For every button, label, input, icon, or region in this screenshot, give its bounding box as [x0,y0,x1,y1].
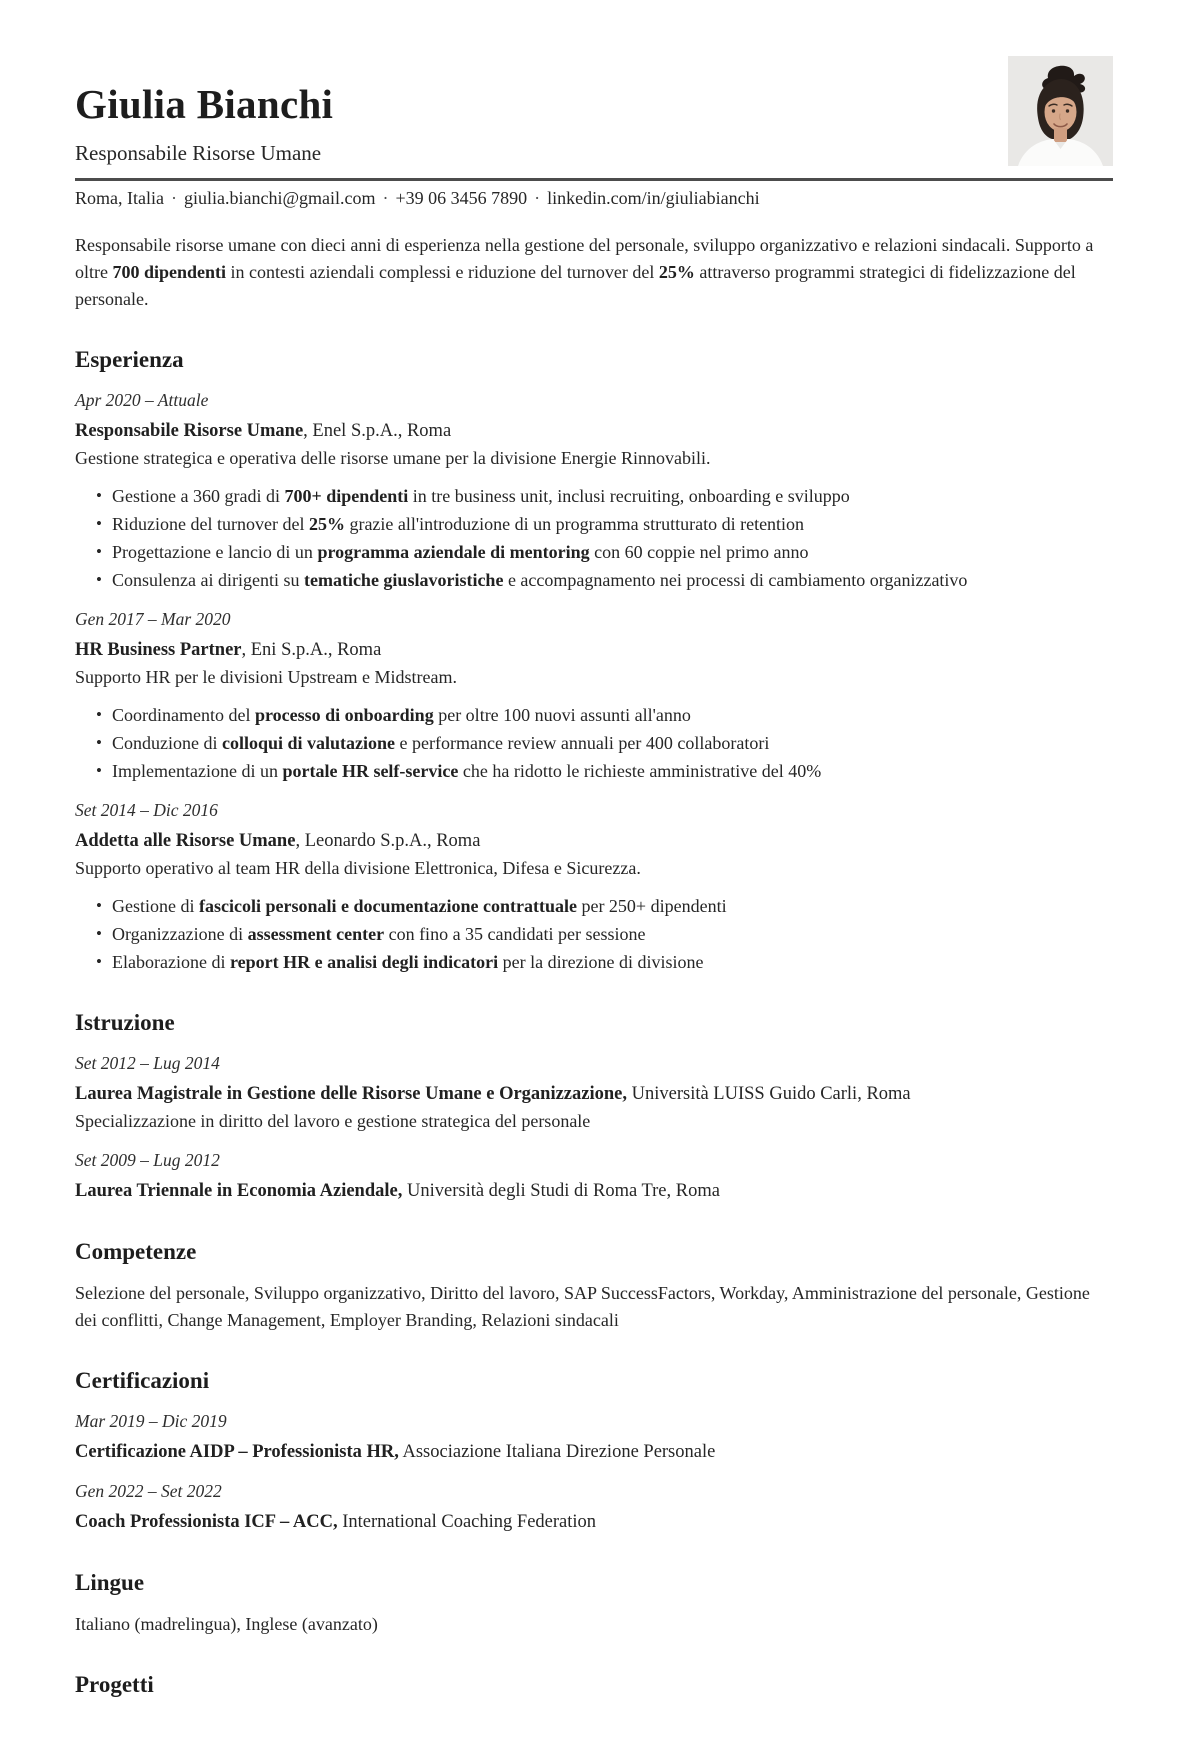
entry-note: Specializzazione in diritto del lavoro e gestione strategica del personale [75,1111,591,1131]
entry-dates: Set 2014 – Dic 2016 [75,800,218,820]
entry-title-bold: HR Business Partner [75,640,242,660]
entry-title-line [75,828,1113,855]
plain-text: attraverso programmi strategici di fidelizzazione del personale. [75,262,1076,309]
profile-photo [1008,56,1113,166]
entry-title-bold: Responsabile Risorse Umane [75,421,304,441]
contact-location: Roma, Italia [75,188,164,208]
plain-text: con fino a 35 candidati per sessione [384,924,646,944]
section-heading-skills: Competenze [75,1239,197,1264]
bullet-item [112,892,1113,920]
section-languages [75,1570,1113,1638]
highlight-text: assessment center [247,924,385,944]
contact-separator: · [170,188,177,208]
bullet-list [75,701,1113,785]
entry-title-bold: Laurea Triennale in Economia Aziendale, [75,1181,403,1201]
plain-text: Gestione a 360 gradi di [112,486,285,506]
entry-title-line [75,1081,1113,1108]
plain-text: che ha ridotto le richieste amministrative del 40% [458,761,822,781]
resume-header [75,56,1113,166]
entry-description: Supporto HR per le divisioni Upstream e Midstream. [75,667,457,687]
education-list [75,1053,1113,1205]
highlight-text: processo di onboarding [254,705,434,725]
candidate-job-title: Responsabile Risorse Umane [75,141,322,165]
plain-text: Progettazione e lancio di un [112,542,318,562]
plain-text: Riduzione del turnover del [112,514,309,534]
bullet-item [112,482,1113,510]
highlight-text: tematiche giuslavoristiche [303,570,504,590]
entry-title-bold: Coach Professionista ICF – ACC, [75,1512,338,1532]
education-entry [75,1150,1113,1205]
entry-title-bold: Laurea Magistrale in Gestione delle Risorse Umane e Organizzazione, [75,1084,627,1104]
plain-text: in tre business unit, inclusi recruiting, onboarding e sviluppo [408,486,850,506]
skills-text: Selezione del personale, Sviluppo organizzativo, Diritto del lavoro, SAP SuccessFactors, Workday, Amministrazione del personale, Gestione dei conflitti, Change Management, Employer Branding, Relazioni sindacali [75,1283,1090,1330]
plain-text: Consulenza ai dirigenti su [112,570,304,590]
entry-title-line [75,418,1113,445]
certification-entry [75,1411,1113,1466]
plain-text: con 60 coppie nel primo anno [589,542,809,562]
section-heading-certifications: Certificazioni [75,1368,210,1393]
contact-email-link[interactable]: giulia.bianchi@gmail.com [183,188,376,208]
entry-description: Gestione strategica e operativa delle risorse umane per la divisione Energie Rinnovabili. [75,448,711,468]
experience-list [75,390,1113,976]
highlight-text: 700+ dipendenti [284,486,409,506]
certification-entry [75,1481,1113,1536]
contact-phone-link[interactable]: +39 06 3456 7890 [395,188,528,208]
bullet-item [112,729,1113,757]
header-text-block [75,56,333,166]
plain-text: per oltre 100 nuovi assunti all'anno [433,705,691,725]
entry-title-bold: Certificazione AIDP – Professionista HR, [75,1442,399,1462]
contact-linkedin-link[interactable]: linkedin.com/in/giuliabianchi [547,188,760,208]
plain-text: Elaborazione di [112,952,230,972]
entry-title-line [75,637,1113,664]
experience-entry [75,800,1113,976]
section-experience [75,347,1113,976]
section-heading-projects: Progetti [75,1672,154,1697]
entry-title-line [75,1509,1113,1536]
bullet-item [112,510,1113,538]
entry-dates: Apr 2020 – Attuale [75,390,209,410]
languages-text: Italiano (madrelingua), Inglese (avanzato) [75,1614,378,1634]
bullet-item [112,948,1113,976]
entry-title-rest: , Enel S.p.A., Roma [303,421,452,441]
entry-title-rest: Associazione Italiana Direzione Personale [398,1442,716,1462]
highlight-text: 25% [308,514,345,534]
entry-title-rest: , Eni S.p.A., Roma [241,640,382,660]
section-heading-education: Istruzione [75,1010,175,1035]
plain-text: per la direzione di divisione [498,952,704,972]
bullet-item [112,920,1113,948]
highlight-text: portale HR self-service [282,761,459,781]
entry-title-line [75,1178,1113,1205]
summary-paragraph [75,232,1113,313]
plain-text: Implementazione di un [112,761,283,781]
contact-separator: · [382,188,389,208]
entry-title-bold: Addetta alle Risorse Umane [75,831,296,851]
experience-entry [75,390,1113,594]
plain-text: Organizzazione di [112,924,248,944]
highlight-text: fascicoli personali e documentazione contrattuale [199,896,577,916]
entry-title-rest: , Leonardo S.p.A., Roma [295,831,481,851]
woman-portrait-image [1008,56,1113,166]
plain-text: per 250+ dipendenti [576,896,727,916]
plain-text: Coordinamento del [112,705,255,725]
contact-separator: · [534,188,541,208]
entry-title-rest: Università LUISS Guido Carli, Roma [627,1084,911,1104]
entry-title-line [75,1439,1113,1466]
plain-text: Responsabile risorse umane con dieci anni di esperienza nella gestione del personale, sviluppo organizzativo e relazioni sindacali. Supporto a oltre [75,235,1094,282]
bullet-item [112,566,1113,594]
entry-description: Supporto operativo al team HR della divisione Elettronica, Difesa e Sicurezza. [75,858,641,878]
plain-text: grazie all'introduzione di un programma strutturato di retention [344,514,805,534]
section-certifications [75,1368,1113,1536]
bullet-list [75,482,1113,594]
entry-dates: Set 2009 – Lug 2012 [75,1150,220,1170]
bullet-item [112,701,1113,729]
entry-dates: Mar 2019 – Dic 2019 [75,1411,227,1431]
entry-dates: Gen 2017 – Mar 2020 [75,609,231,629]
highlight-text: programma aziendale di mentoring [317,542,590,562]
section-education [75,1010,1113,1205]
contact-line [75,188,1113,209]
certifications-list [75,1411,1113,1536]
candidate-name: Giulia Bianchi [75,81,334,127]
experience-entry [75,609,1113,785]
entry-title-rest: Università degli Studi di Roma Tre, Roma [402,1181,720,1201]
bullet-list [75,892,1113,976]
highlight-text: report HR e analisi degli indicatori [229,952,499,972]
bullet-item [112,757,1113,785]
highlight-text: 700 dipendenti [112,262,227,282]
section-heading-languages: Lingue [75,1570,145,1595]
highlight-text: 25% [658,262,695,282]
bullet-item [112,538,1113,566]
section-projects [75,1672,1113,1698]
entry-dates: Set 2012 – Lug 2014 [75,1053,220,1073]
education-entry [75,1053,1113,1135]
plain-text: e performance review annuali per 400 collaboratori [395,733,770,753]
plain-text: Conduzione di [112,733,222,753]
section-heading-experience: Esperienza [75,347,184,372]
plain-text: in contesti aziendali complessi e riduzione del turnover del [226,262,659,282]
section-skills [75,1239,1113,1334]
plain-text: Gestione di [112,896,199,916]
entry-title-rest: International Coaching Federation [337,1512,597,1532]
header-divider [75,178,1113,181]
plain-text: e accompagnamento nei processi di cambiamento organizzativo [503,570,968,590]
highlight-text: colloqui di valutazione [222,733,396,753]
entry-dates: Gen 2022 – Set 2022 [75,1481,222,1501]
